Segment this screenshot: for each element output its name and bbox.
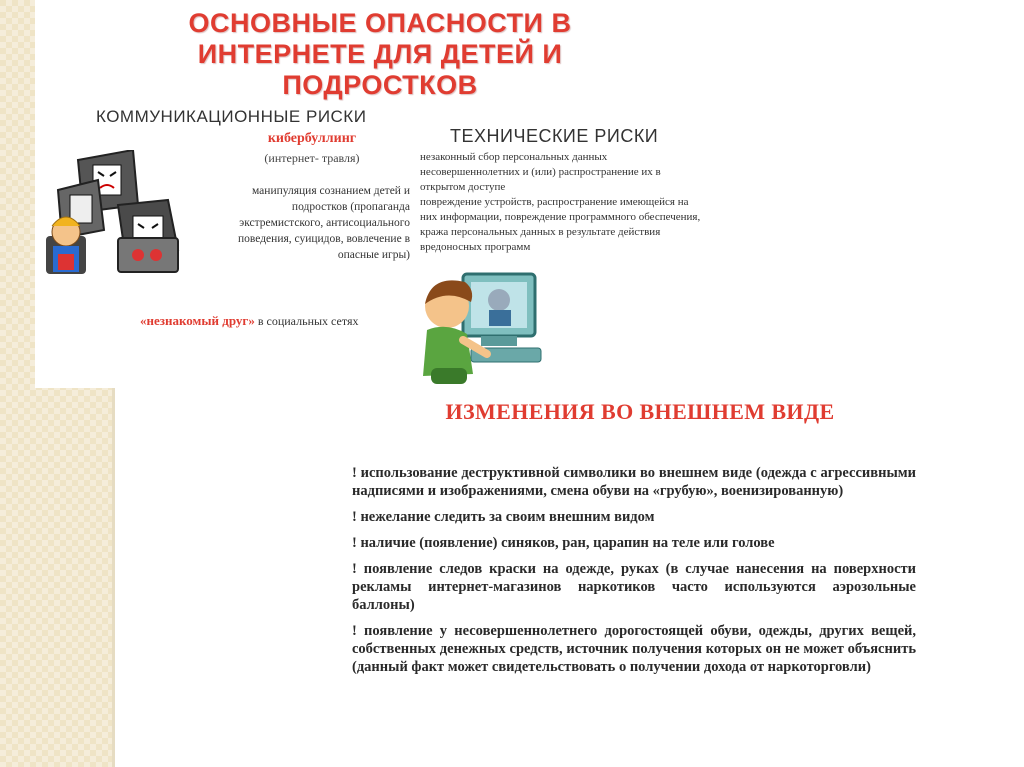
stranger-friend-bold: «незнакомый друг» bbox=[140, 313, 255, 328]
cyberbullying-subtitle: (интернет- травля) bbox=[264, 151, 360, 165]
technical-risk-item: повреждение устройств, распространение имеющейся на них информации, повреждение программного обеспечения, кража персональных данных в результате действия вредоносных программ bbox=[420, 196, 701, 253]
cyberbullying-illustration bbox=[38, 150, 203, 278]
stranger-friend-rest: в социальных сетях bbox=[254, 314, 359, 328]
infographic-title: ОСНОВНЫЕ ОПАСНОСТИ В ИНТЕРНЕТЕ ДЛЯ ДЕТЕЙ И ПОДРОСТКОВ bbox=[188, 8, 572, 100]
child-figure-icon bbox=[46, 217, 86, 274]
tablet-icon bbox=[118, 238, 178, 272]
list-item: ! появление у несовершеннолетнего дорогостоящей обуви, одежды, других вещей, собственных денежных средств, источник получения которых он не может объяснить (данный факт может свидетельствовать о получении дохода от наркоторговли) bbox=[352, 623, 916, 675]
list-item: ! нежелание следить за своим внешним видом bbox=[352, 509, 655, 525]
technical-risks-heading: ТЕХНИЧЕСКИЕ РИСКИ bbox=[450, 126, 659, 146]
list-item: ! использование деструктивной символики во внешнем виде (одежда с агрессивными надписями и изображениями, смена обуви на «грубую», военизированную) bbox=[352, 465, 916, 499]
child-at-computer-illustration bbox=[413, 268, 548, 388]
cyberbullying-label: кибербуллинг bbox=[267, 131, 357, 146]
technical-risks-list bbox=[420, 150, 705, 255]
section-title: ИЗМЕНЕНИЯ ВО ВНЕШНЕМ ВИДЕ bbox=[445, 399, 835, 424]
stranger-friend-text bbox=[140, 313, 440, 329]
list-item: ! наличие (появление) синяков, ран, царапин на теле или голове bbox=[352, 535, 775, 551]
communication-risks-heading: КОММУНИКАЦИОННЫЕ РИСКИ bbox=[96, 107, 367, 126]
technical-risk-item: незаконный сбор персональных данных несовершеннолетних и (или) распространение их в открытом доступе bbox=[420, 151, 661, 193]
manipulation-text: манипуляция сознанием детей и подростков (пропаганда экстремистского, антисоциального поведения, суицидов, вовлечение в опасные игры) bbox=[237, 185, 410, 261]
appearance-changes-list bbox=[352, 464, 916, 684]
list-item: ! появление следов краски на одежде, руках (в случае нанесения на поверхности рекламы интернет-магазинов наркотиков часто используются аэрозольные баллоны) bbox=[352, 561, 916, 613]
